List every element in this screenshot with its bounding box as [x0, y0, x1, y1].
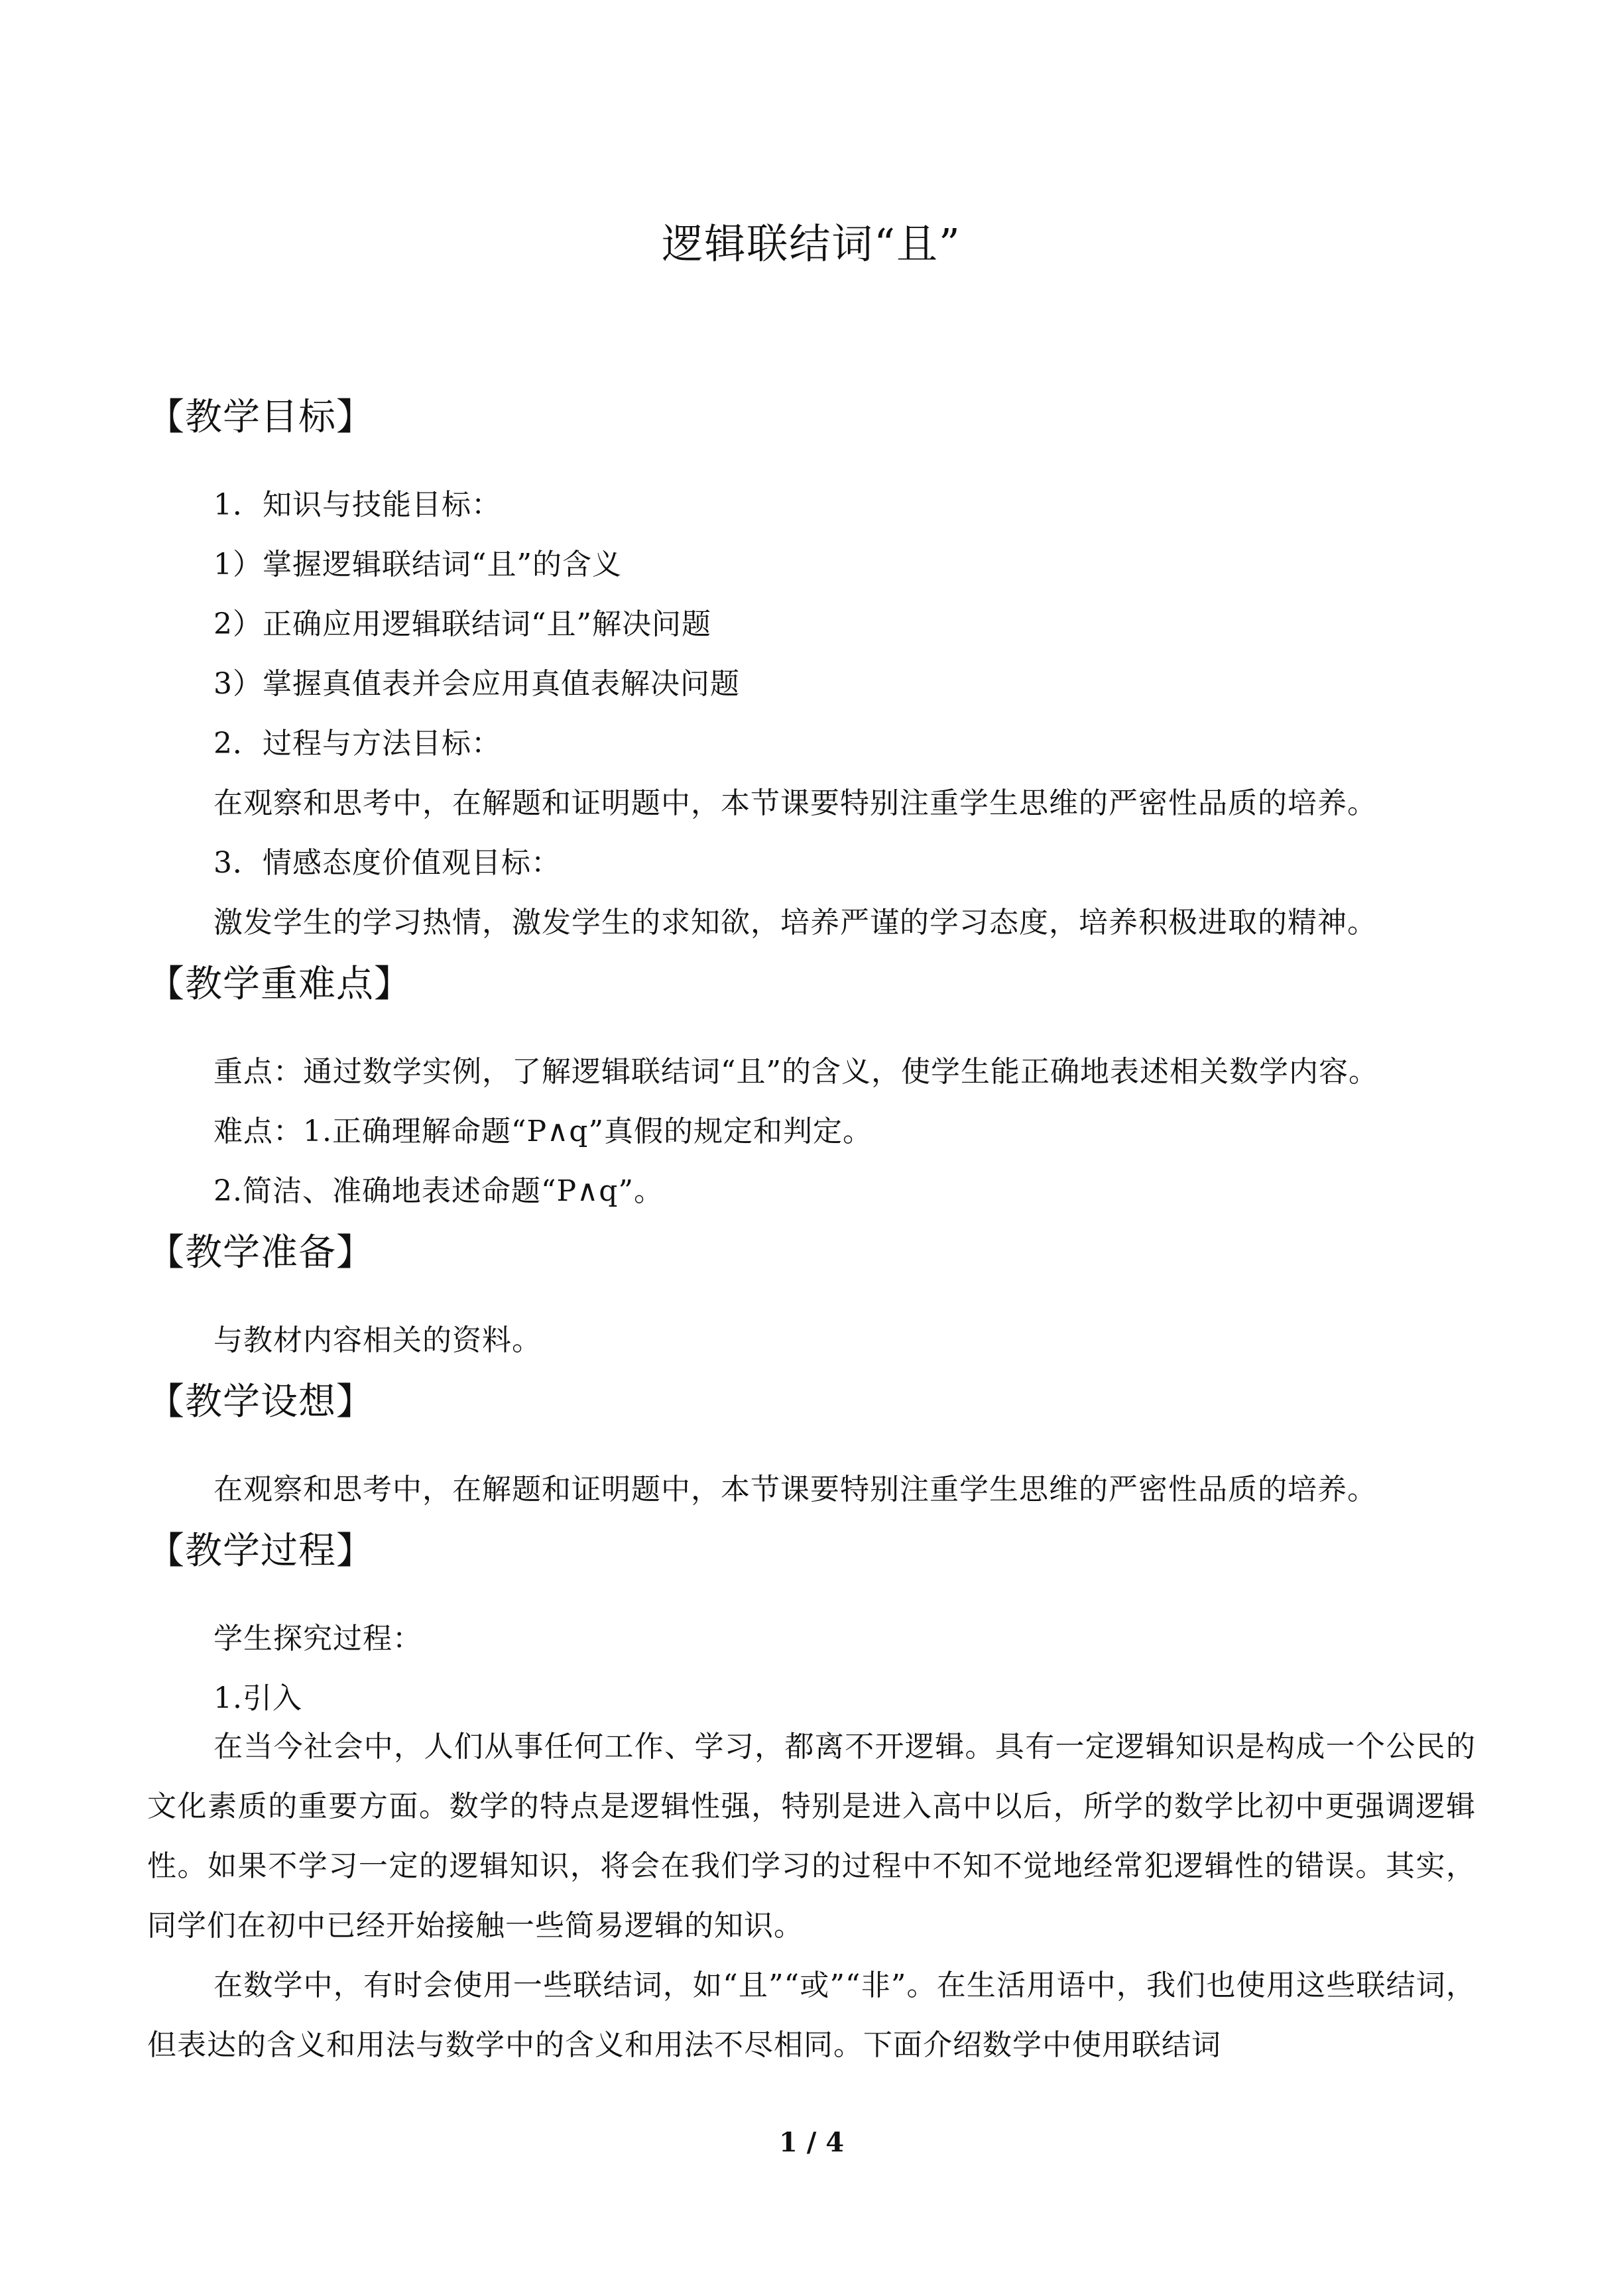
goal-line: 3）掌握真值表并会应用真值表解决问题	[213, 667, 740, 701]
keypoint-line: 重点：通过数学实例，了解逻辑联结词“且”的含义，使学生能正确地表述相关数学内容。	[213, 1055, 1378, 1089]
section-heading-goals: 【教学目标】	[147, 396, 374, 439]
process-line: 学生探究过程：	[213, 1622, 422, 1656]
page-indicator: 1 / 4	[778, 2127, 845, 2158]
goal-line: 在观察和思考中，在解题和证明题中，本节课要特别注重学生思维的严密性品质的培养。	[213, 786, 1377, 820]
goal-line: 1）掌握逻辑联结词“且”的含义	[213, 548, 622, 581]
process-line: 1.引入	[213, 1681, 302, 1715]
section-heading-preparation: 【教学准备】	[147, 1231, 374, 1274]
body-paragraph: 在数学中，有时会使用一些联结词，如“且”“或”“非”。在生活用语中，我们也使用这些联结词，但表达的含义和用法与数学中的含义和用法不尽相同。下面介绍数学中使用联结词	[147, 1968, 1476, 2062]
section-heading-design: 【教学设想】	[147, 1380, 374, 1423]
goal-line: 2）正确应用逻辑联结词“且”解决问题	[213, 607, 711, 641]
goal-line: 1．知识与技能目标：	[213, 488, 501, 522]
design-line: 在观察和思考中，在解题和证明题中，本节课要特别注重学生思维的严密性品质的培养。	[213, 1473, 1377, 1506]
goal-line: 激发学生的学习热情，激发学生的求知欲，培养严谨的学习态度，培养积极进取的精神。	[213, 906, 1377, 939]
keypoint-line: 难点：1.正确理解命题“P∧q”真假的规定和判定。	[213, 1115, 872, 1148]
goal-line: 3．情感态度价值观目标：	[213, 846, 561, 880]
goal-line: 2．过程与方法目标：	[213, 727, 501, 760]
keypoint-line: 2.简洁、准确地表述命题“P∧q”。	[213, 1174, 664, 1208]
preparation-line: 与教材内容相关的资料。	[213, 1323, 542, 1357]
section-heading-process: 【教学过程】	[147, 1530, 374, 1573]
body-paragraph: 在当今社会中，人们从事任何工作、学习，都离不开逻辑。具有一定逻辑知识是构成一个公民的文化素质的重要方面。数学的特点是逻辑性强，特别是进入高中以后，所学的数学比初中更强调逻辑性。如果不学习一定的逻辑知识，将会在我们学习的过程中不知不觉地经常犯逻辑性的错误。其实，同学们在初中已经开始接触一些简易逻辑的知识。	[147, 1730, 1476, 1943]
section-heading-keypoints: 【教学重难点】	[147, 963, 412, 1006]
document-title: 逻辑联结词“且”	[662, 219, 961, 268]
